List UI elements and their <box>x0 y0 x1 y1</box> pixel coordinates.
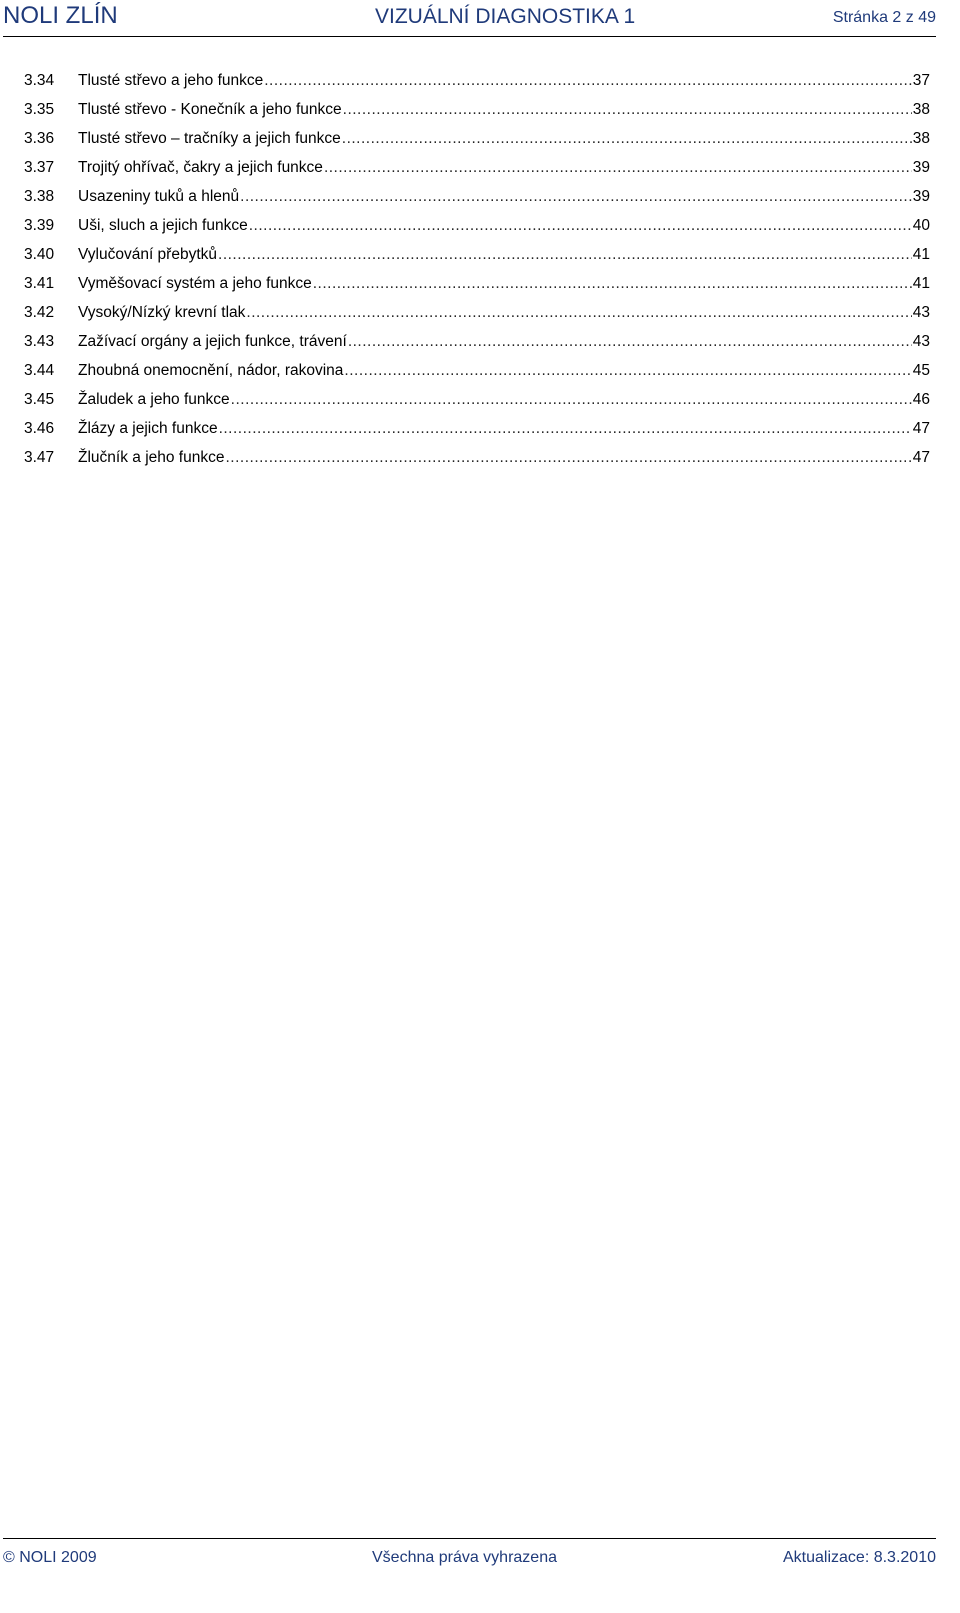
toc-entry-title: Tlusté střevo a jeho funkce <box>78 72 264 89</box>
page-footer <box>3 1538 936 1577</box>
toc-entry-title: Zažívací orgány a jejich funkce, trávení <box>78 333 347 350</box>
toc-entry-page: 47 <box>912 449 930 466</box>
toc-entry-page: 38 <box>912 101 930 118</box>
toc-entry-page: 46 <box>912 391 930 408</box>
toc-entry-title: Trojitý ohřívač, čakry a jejich funkce <box>78 159 323 176</box>
toc-entry-page: 38 <box>912 130 930 147</box>
toc-entry-title: Vyměšovací systém a jeho funkce <box>78 275 312 292</box>
toc-entry-number: 3.34 <box>24 72 55 89</box>
toc-entry-title: Tlusté střevo – tračníky a jejich funkce <box>78 130 341 147</box>
toc-dot-leader <box>344 360 911 382</box>
toc-entry[interactable] <box>24 99 930 128</box>
toc-dot-leader <box>218 244 912 266</box>
footer-update-date: Aktualizace: 8.3.2010 <box>783 1549 936 1566</box>
toc-entry-page: 43 <box>912 333 930 350</box>
toc-entry[interactable] <box>24 302 930 331</box>
toc-entry-title: Žlučník a jeho funkce <box>78 449 225 466</box>
header-document-title: VIZUÁLNÍ DIAGNOSTIKA 1 <box>375 5 636 28</box>
toc-entry-page: 45 <box>912 362 930 379</box>
toc-entry-title: Vylučování přebytků <box>78 246 218 263</box>
toc-dot-leader <box>231 389 912 411</box>
toc-entry-number: 3.45 <box>24 391 55 408</box>
toc-dot-leader <box>246 302 911 324</box>
toc-entry-title: Usazeniny tuků a hlenů <box>78 188 240 205</box>
toc-entry-page: 39 <box>912 188 930 205</box>
toc-entry-title: Uši, sluch a jejich funkce <box>78 217 248 234</box>
toc-dot-leader <box>264 70 912 92</box>
toc-dot-leader <box>225 447 911 469</box>
toc-entry-title: Zhoubná onemocnění, nádor, rakovina <box>78 362 344 379</box>
toc-entry[interactable] <box>24 418 930 447</box>
toc-entry[interactable] <box>24 447 930 476</box>
toc-entry-number: 3.46 <box>24 420 55 437</box>
toc-entry-number: 3.39 <box>24 217 55 234</box>
toc-dot-leader <box>348 331 912 353</box>
toc-entry[interactable] <box>24 157 930 186</box>
toc-entry-number: 3.47 <box>24 449 55 466</box>
toc-entry[interactable] <box>24 331 930 360</box>
toc-entry-page: 47 <box>912 420 930 437</box>
toc-entry-page: 39 <box>912 159 930 176</box>
toc-entry-number: 3.41 <box>24 275 55 292</box>
toc-dot-leader <box>249 215 912 237</box>
toc-entry-number: 3.37 <box>24 159 55 176</box>
toc-entry[interactable] <box>24 273 930 302</box>
toc-dot-leader <box>343 99 912 121</box>
footer-rights-notice: Všechna práva vyhrazena <box>372 1549 557 1566</box>
toc-entry[interactable] <box>24 360 930 389</box>
toc-dot-leader <box>342 128 912 150</box>
page-header <box>3 0 936 37</box>
toc-dot-leader <box>324 157 912 179</box>
toc-entry[interactable] <box>24 186 930 215</box>
toc-entry[interactable] <box>24 70 930 99</box>
toc-entry-title: Vysoký/Nízký krevní tlak <box>78 304 246 321</box>
toc-entry-page: 41 <box>912 246 930 263</box>
toc-entry[interactable] <box>24 389 930 418</box>
toc-entry-number: 3.38 <box>24 188 55 205</box>
toc-entry-number: 3.44 <box>24 362 55 379</box>
table-of-contents <box>24 70 930 476</box>
toc-entry-number: 3.36 <box>24 130 55 147</box>
toc-entry-page: 41 <box>912 275 930 292</box>
footer-copyright: © NOLI 2009 <box>3 1549 97 1566</box>
toc-entry-title: Tlusté střevo - Konečník a jeho funkce <box>78 101 342 118</box>
toc-entry-page: 43 <box>912 304 930 321</box>
toc-entry-number: 3.42 <box>24 304 55 321</box>
toc-entry-number: 3.40 <box>24 246 55 263</box>
toc-entry[interactable] <box>24 244 930 273</box>
toc-entry-number: 3.43 <box>24 333 55 350</box>
header-page-number: Stránka 2 z 49 <box>832 9 936 26</box>
toc-entry-page: 40 <box>912 217 930 234</box>
toc-entry-page: 37 <box>912 72 930 89</box>
toc-entry-title: Žaludek a jeho funkce <box>78 391 230 408</box>
toc-entry-title: Žlázy a jejich funkce <box>78 420 218 437</box>
header-brand: NOLI ZLÍN <box>3 2 118 29</box>
toc-dot-leader <box>219 418 912 440</box>
toc-entry-number: 3.35 <box>24 101 55 118</box>
toc-entry[interactable] <box>24 215 930 244</box>
toc-dot-leader <box>313 273 912 295</box>
toc-dot-leader <box>240 186 912 208</box>
toc-entry[interactable] <box>24 128 930 157</box>
